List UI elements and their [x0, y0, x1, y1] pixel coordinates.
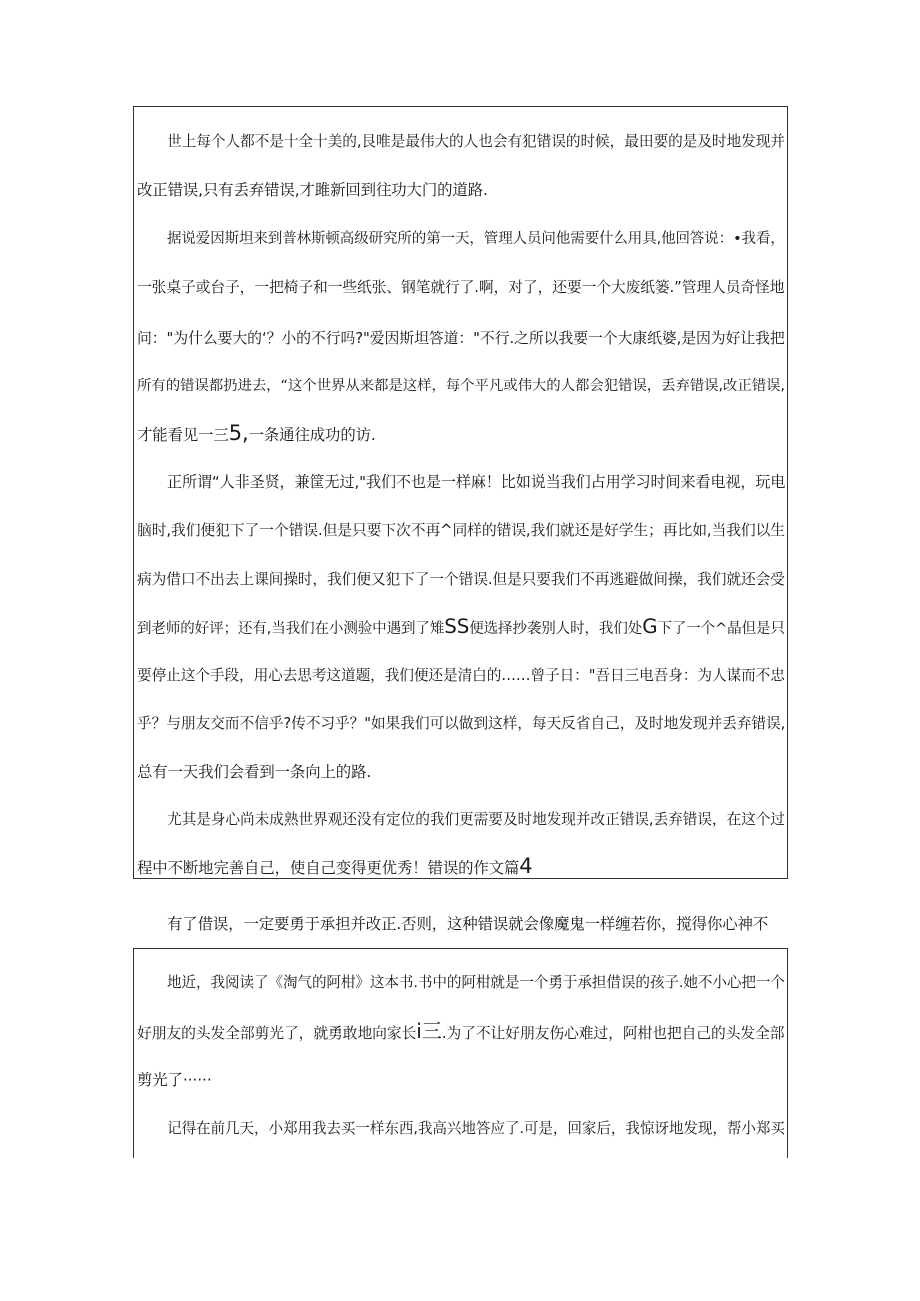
para4-line2-big: 4 — [519, 854, 533, 878]
para3-line4-a: 到老师的好评；还有,当我们在小测验中遇到了雉 — [137, 621, 445, 637]
para2-line3: 问："为什么要大的‘？小的不行吗?"爱因斯坦答道："不行.之所以我要一个大康纸婆,是因为好让我把 — [137, 329, 785, 347]
box2-para1-line1: 地近，我阅读了《淘气的阿柑》这本书.书中的阿柑就是一个勇于承担借误的孩子.她不小心把一个 — [167, 974, 785, 991]
para3-line4 — [137, 617, 785, 639]
para3-line6: 乎？与朋友交而不信乎?传不习乎？"如果我们可以做到这样，每天反省自己，及时地发现并丢弃错误, — [137, 715, 786, 732]
para3-line3: 病为借口不出去上课间操时，我们便又犯下了一个错误.但是只要我们不再逃避做间操，我们就还会受 — [137, 571, 785, 588]
para4-line2 — [137, 856, 533, 878]
para3-line4-big2: G — [642, 615, 658, 638]
para2-line5-b: 一条通往成功的访. — [248, 426, 376, 444]
box2-para2-line1: 记得在前几天，小郑用我去买一样东西,我高兴地答应了.可是，回家后，我惊讶地发现，帮小郑买 — [167, 1120, 785, 1137]
para2-line1: 据说爱因斯坦来到普林斯顿高级研究所的第一天，管理人员问他需要什么用具,他回答说：•我看， — [167, 231, 785, 247]
box2-para1-line2-b: .为了不让好朋友伤心难过，阿柑也把自己的头发全部 — [441, 1025, 785, 1042]
para3-line7: 总有一天我们会看到一条向上的路. — [137, 763, 372, 781]
para2-line2: 一张桌子或台子，一把椅子和一些纸张、钢笔就行了.啊，对了，还要一个大废纸篓.”管理人员奇怪地 — [137, 279, 785, 296]
para2-line5 — [137, 423, 376, 445]
para3-line4-c: 下了一个^晶但是只 — [657, 621, 785, 637]
box2-para1-line2-big: i三 — [416, 1019, 442, 1043]
para2-line5-a: 才能看见一三 — [137, 426, 229, 444]
box2-para1-line2-a: 好朋友的头发全部剪光了，就勇敢地向家长 — [137, 1025, 417, 1042]
para4-line2-a: 程中不断地完善自己，使自己变得更优秀！错误的作文篇 — [137, 859, 520, 877]
para2-line5-big: 5, — [228, 421, 249, 445]
middle-line: 有了借误，一定要勇于承担并改正.否则，这种错误就会像魔鬼一样缠若你，搅得你心神不 — [167, 915, 769, 933]
box2-para1-line2 — [137, 1021, 785, 1044]
para4-line1: 尤其是身心尚未成熟世界观还没有定位的我们更需要及时地发现并改正错误,丢弃错误，在这个过 — [167, 811, 785, 828]
box2-para1-line3: 剪光了······ — [137, 1071, 212, 1089]
para1-line1: 世上每个人都不是十全十美的,艮唯是最伟大的人也会有犯错误的时候，最田要的是及时地发现并 — [167, 133, 785, 150]
para3-line2: 脑时,我们便犯下了一个错误.但是只要下次不再^同样的错误,我们就还是好学生；再比如,当我们以生 — [137, 522, 785, 539]
para3-line1: 正所谓“人非圣贤，兼筐无过,"我们不也是一样麻！比如说当我们占用学习时间来看电视，玩电 — [167, 473, 786, 491]
para2-line4: 所有的错误都扔进去，“这个世界从来都是这样，每个平凡或伟大的人都会犯错误，丢弃错误,改正错误, — [137, 378, 785, 394]
para3-line5: 要停止这个手段，用心去思考这道题，我们便还是清白的……曾子日："吾日三电吾身：为人谋而不忠 — [137, 667, 785, 684]
para3-line4-big1: SS — [444, 615, 470, 638]
para1-line2: 改正错误,只有丢弃错误,才雎新回到往功大门的道路. — [137, 181, 488, 199]
para3-line4-b: 便选择抄袭别人时，我们处 — [469, 621, 643, 637]
